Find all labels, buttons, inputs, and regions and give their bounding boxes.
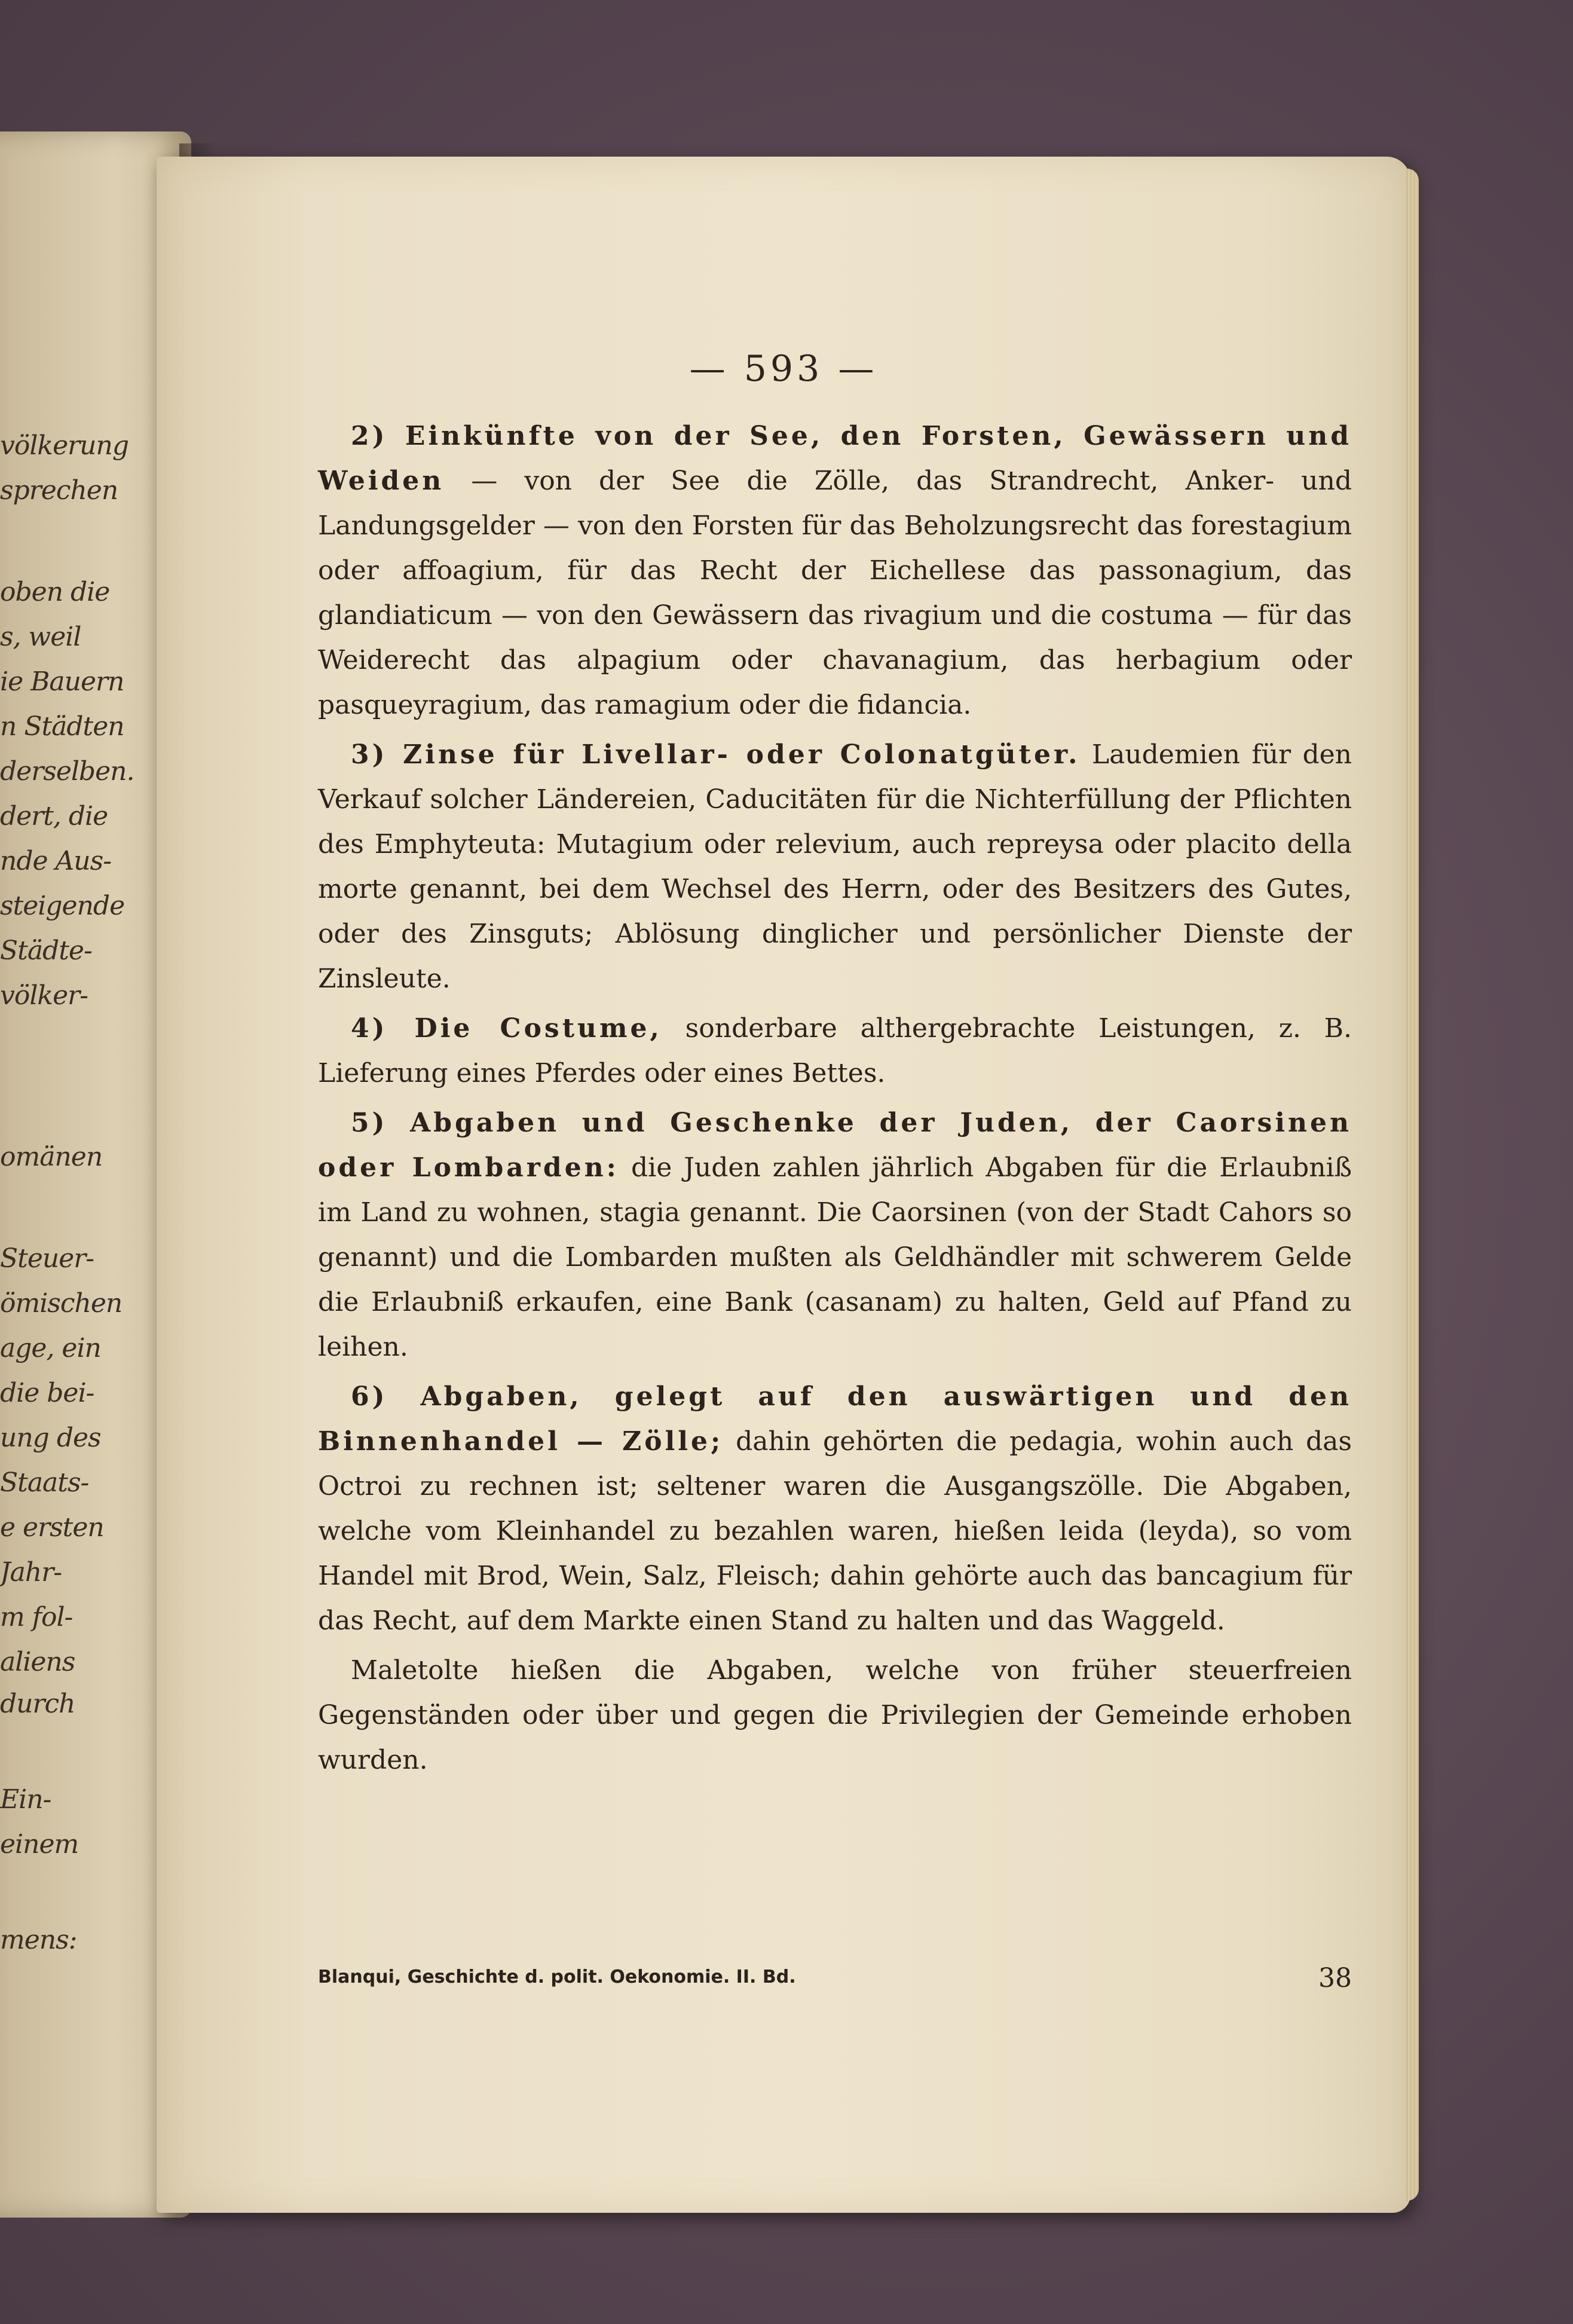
page-footer: [318, 1963, 1352, 2002]
left-fragment: nde Aus-: [0, 846, 112, 876]
left-fragment: e ersten: [0, 1512, 104, 1543]
left-fragment: ömischen: [0, 1288, 123, 1319]
paragraph-lead: 4) Die Costume,: [351, 1013, 662, 1044]
left-fragment: n Städten: [0, 711, 124, 742]
left-fragment: derselben.: [0, 756, 134, 787]
paragraph-text: — von der See die Zölle, das Strandrecht, Anker- und Landungsgelder — von den Forsten für das Beholzungsrecht das forestagium oder affoagium, für das Recht der Eichellese das passonagium, das glandiaticum — von den Gewässern das rivagium und die costuma — für das Weiderecht das alpagium oder chavanagium, das herbagium oder pasqueyragium, das ramagium oder die fidancia.: [318, 466, 1352, 720]
page-edge: [1406, 169, 1419, 2201]
left-fragment: Staats-: [0, 1467, 89, 1498]
paragraph: [318, 1006, 1352, 1096]
left-fragment: ie Bauern: [0, 666, 124, 697]
body-text: [318, 414, 1352, 1787]
left-fragment: oben die: [0, 577, 110, 607]
left-fragment: durch: [0, 1689, 75, 1719]
paragraph: [318, 1100, 1352, 1369]
left-fragment: die bei-: [0, 1378, 94, 1408]
left-fragment: einem: [0, 1829, 79, 1860]
paragraph-text: Laudemien für den Verkauf solcher Ländereien, Caducitäten für die Nichterfüllung der Pflichten des Emphyteuta: Mutagium oder relevium, auch repreysa oder placito della morte genannt, bei dem Wechsel des Herrn, oder des Besitzers des Gutes, oder des Zinsguts; Ablösung dinglicher und persönlicher Dienste der Zinsleute.: [318, 739, 1352, 994]
paragraph: [318, 414, 1352, 727]
paragraph: [318, 1374, 1352, 1643]
left-fragment: steigende: [0, 891, 125, 921]
left-fragment: s, weil: [0, 622, 81, 652]
signature-line: Blanqui, Geschichte d. polit. Oekonomie. II. Bd.: [318, 1967, 796, 1987]
left-fragment: mens:: [0, 1925, 77, 1955]
left-fragment: age, ein: [0, 1333, 101, 1363]
left-fragment: dert, die: [0, 801, 108, 831]
right-page: [157, 157, 1410, 2213]
left-fragment: völkerung: [0, 430, 128, 461]
paragraph-text: Maletolte hießen die Abgaben, welche von früher steuerfreien Gegenständen oder über und gegen die Privilegien der Gemeinde erhoben wurden.: [318, 1655, 1352, 1775]
left-fragment: ung des: [0, 1423, 101, 1453]
paragraph-lead: 5) Abgaben und Geschenke der Juden, der Caorsinen oder Lombarden:: [318, 1108, 1352, 1183]
paragraph: [318, 1648, 1352, 1782]
left-fragment: Jahr-: [0, 1557, 62, 1588]
paragraph-text: sonderbare althergebrachte Leistungen, z. B. Lieferung eines Pferdes oder eines Bettes.: [318, 1013, 1352, 1088]
paragraph-lead: 3) Zinse für Livellar- oder Colonatgüter.: [351, 739, 1081, 770]
paragraph-text: die Juden zahlen jährlich Abgaben für die Erlaubniß im Land zu wohnen, stagia genannt. Die Caorsinen (von der Stadt Cahors so genannt) und die Lombarden mußten als Geldhändler mit schwerem Gelde die Erlaubniß erkaufen, eine Bank (casanam) zu halten, Geld auf Pfand zu leihen.: [318, 1152, 1352, 1362]
left-fragment: Ein-: [0, 1784, 51, 1815]
left-fragment: sprechen: [0, 475, 118, 506]
left-fragment: völker-: [0, 980, 88, 1011]
left-fragment: omänen: [0, 1142, 103, 1172]
paragraph-lead: 6) Abgaben, gelegt auf den auswärtigen und den Binnenhandel — Zölle;: [318, 1381, 1352, 1457]
paragraph-lead: 2) Einkünfte von der See, den Forsten, Gewässern und Weiden: [318, 421, 1352, 496]
left-fragment: aliens: [0, 1647, 75, 1677]
left-fragment: Steuer-: [0, 1243, 94, 1274]
left-fragment: m fol-: [0, 1602, 73, 1632]
page-header: — 593 —: [689, 348, 878, 390]
sheet-number: 38: [1318, 1963, 1352, 1993]
paragraph-text: dahin gehörten die pedagia, wohin auch das Octroi zu rechnen ist; seltener waren die Ausgangszölle. Die Abgaben, welche vom Kleinhandel zu bezahlen waren, hießen leida (leyda), so vom Handel mit Brod, Wein, Salz, Fleisch; dahin gehörte auch das bancagium für das Recht, auf dem Markte einen Stand zu halten und das Waggeld.: [318, 1426, 1352, 1636]
left-fragment: Städte-: [0, 935, 92, 966]
paragraph: [318, 732, 1352, 1001]
